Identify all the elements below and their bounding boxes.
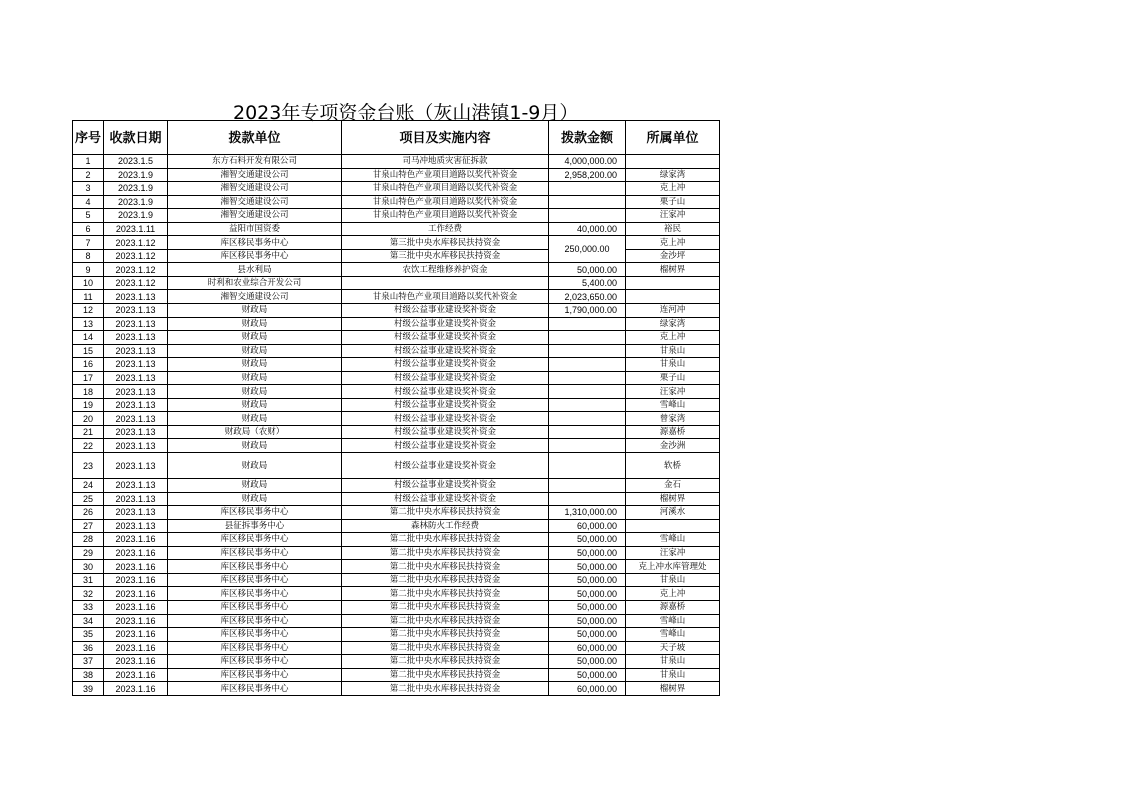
cell-amount — [549, 317, 626, 331]
table-row — [73, 492, 720, 506]
cell-project: 第二批中央水库移民扶持资金 — [342, 641, 549, 655]
cell-seq: 18 — [73, 385, 104, 399]
cell-date: 2023.1.13 — [104, 344, 168, 358]
cell-project: 第二批中央水库移民扶持资金 — [342, 573, 549, 587]
header-amount: 拨款金额 — [549, 121, 626, 155]
cell-project: 村级公益事业建设奖补资金 — [342, 439, 549, 453]
table-row — [73, 655, 720, 669]
cell-seq: 6 — [73, 222, 104, 236]
cell-payer: 库区移民事务中心 — [168, 533, 342, 547]
cell-amount: 50,000.00 — [549, 655, 626, 669]
cell-seq: 21 — [73, 425, 104, 439]
table-row — [73, 682, 720, 696]
cell-project: 第二批中央水库移民扶持资金 — [342, 587, 549, 601]
table-row — [73, 519, 720, 533]
table-row — [73, 344, 720, 358]
cell-payer: 财政局 — [168, 304, 342, 318]
cell-project: 村级公益事业建设奖补资金 — [342, 358, 549, 372]
cell-payer: 财政局 — [168, 412, 342, 426]
cell-seq: 31 — [73, 573, 104, 587]
cell-project: 森林防火工作经费 — [342, 519, 549, 533]
table-row — [73, 304, 720, 318]
table-row — [73, 317, 720, 331]
cell-seq: 35 — [73, 628, 104, 642]
cell-unit: 河溪水 — [626, 506, 720, 520]
cell-unit: 甘泉山 — [626, 358, 720, 372]
cell-unit: 甘泉山 — [626, 573, 720, 587]
ledger-body — [73, 155, 720, 696]
cell-project: 第二批中央水库移民扶持资金 — [342, 614, 549, 628]
cell-date: 2023.1.13 — [104, 385, 168, 399]
cell-payer: 湘智交通建设公司 — [168, 168, 342, 182]
cell-payer: 财政局 — [168, 398, 342, 412]
cell-seq: 11 — [73, 290, 104, 304]
cell-payer: 库区移民事务中心 — [168, 614, 342, 628]
cell-payer: 库区移民事务中心 — [168, 573, 342, 587]
cell-amount: 50,000.00 — [549, 560, 626, 574]
cell-unit: 克上冲水库管理处 — [626, 560, 720, 574]
cell-amount: 60,000.00 — [549, 641, 626, 655]
cell-seq: 7 — [73, 236, 104, 250]
cell-amount — [549, 425, 626, 439]
cell-payer: 财政局 — [168, 344, 342, 358]
header-row — [73, 121, 720, 155]
cell-unit: 曾家湾 — [626, 412, 720, 426]
cell-seq: 34 — [73, 614, 104, 628]
cell-seq: 37 — [73, 655, 104, 669]
cell-seq: 2 — [73, 168, 104, 182]
cell-project: 村级公益事业建设奖补资金 — [342, 412, 549, 426]
cell-unit: 雪峰山 — [626, 533, 720, 547]
cell-project: 村级公益事业建设奖补资金 — [342, 425, 549, 439]
cell-amount — [549, 492, 626, 506]
table-row — [73, 546, 720, 560]
table-row — [73, 155, 720, 169]
cell-amount: 50,000.00 — [549, 533, 626, 547]
header-seq: 序号 — [73, 121, 104, 155]
cell-date: 2023.1.13 — [104, 492, 168, 506]
cell-payer: 财政局 — [168, 358, 342, 372]
cell-payer: 财政局 — [168, 371, 342, 385]
table-row — [73, 195, 720, 209]
cell-project: 甘泉山特色产业项目道路以奖代补资金 — [342, 182, 549, 196]
cell-unit: 榴树界 — [626, 263, 720, 277]
cell-unit: 甘泉山 — [626, 655, 720, 669]
table-row — [73, 587, 720, 601]
header-payer: 拨款单位 — [168, 121, 342, 155]
cell-seq: 10 — [73, 276, 104, 290]
cell-project: 村级公益事业建设奖补资金 — [342, 304, 549, 318]
cell-amount: 60,000.00 — [549, 519, 626, 533]
cell-payer: 时利和农业综合开发公司 — [168, 276, 342, 290]
cell-payer: 财政局 — [168, 385, 342, 399]
table-row — [73, 412, 720, 426]
cell-payer: 财政局 — [168, 479, 342, 493]
cell-date: 2023.1.12 — [104, 263, 168, 277]
cell-date: 2023.1.12 — [104, 236, 168, 250]
cell-unit: 榴树界 — [626, 682, 720, 696]
cell-seq: 28 — [73, 533, 104, 547]
table-row — [73, 371, 720, 385]
cell-date: 2023.1.13 — [104, 479, 168, 493]
cell-unit: 汪家冲 — [626, 209, 720, 223]
cell-project: 甘泉山特色产业项目道路以奖代补资金 — [342, 168, 549, 182]
cell-payer: 财政局 — [168, 492, 342, 506]
table-row — [73, 628, 720, 642]
cell-project: 村级公益事业建设奖补资金 — [342, 317, 549, 331]
cell-unit — [626, 276, 720, 290]
cell-payer: 财政局 — [168, 453, 342, 479]
table-row — [73, 641, 720, 655]
cell-date: 2023.1.13 — [104, 331, 168, 345]
cell-amount — [549, 344, 626, 358]
cell-project: 村级公益事业建设奖补资金 — [342, 385, 549, 399]
cell-payer: 湘智交通建设公司 — [168, 290, 342, 304]
cell-date: 2023.1.13 — [104, 506, 168, 520]
cell-amount — [549, 398, 626, 412]
cell-seq: 30 — [73, 560, 104, 574]
cell-payer: 库区移民事务中心 — [168, 682, 342, 696]
cell-unit: 绿家湾 — [626, 168, 720, 182]
table-row — [73, 560, 720, 574]
cell-date: 2023.1.16 — [104, 614, 168, 628]
table-row — [73, 600, 720, 614]
table-row — [73, 398, 720, 412]
cell-amount: 50,000.00 — [549, 668, 626, 682]
cell-payer: 库区移民事务中心 — [168, 655, 342, 669]
cell-payer: 湘智交通建设公司 — [168, 182, 342, 196]
cell-unit: 雪峰山 — [626, 398, 720, 412]
cell-payer: 库区移民事务中心 — [168, 506, 342, 520]
cell-date: 2023.1.16 — [104, 655, 168, 669]
cell-project: 甘泉山特色产业项目道路以奖代补资金 — [342, 290, 549, 304]
cell-unit: 甘泉山 — [626, 344, 720, 358]
cell-date: 2023.1.13 — [104, 425, 168, 439]
cell-project: 工作经费 — [342, 222, 549, 236]
cell-amount: 1,790,000.00 — [549, 304, 626, 318]
cell-seq: 29 — [73, 546, 104, 560]
cell-seq: 14 — [73, 331, 104, 345]
cell-date: 2023.1.5 — [104, 155, 168, 169]
cell-date: 2023.1.9 — [104, 168, 168, 182]
cell-amount — [549, 358, 626, 372]
cell-date: 2023.1.16 — [104, 668, 168, 682]
cell-amount: 50,000.00 — [549, 614, 626, 628]
table-row — [73, 182, 720, 196]
table-row — [73, 385, 720, 399]
cell-date: 2023.1.9 — [104, 209, 168, 223]
cell-seq: 20 — [73, 412, 104, 426]
table-row — [73, 506, 720, 520]
cell-amount — [549, 331, 626, 345]
cell-seq: 9 — [73, 263, 104, 277]
cell-amount — [549, 385, 626, 399]
cell-unit: 连河冲 — [626, 304, 720, 318]
cell-payer: 县征拆事务中心 — [168, 519, 342, 533]
cell-unit: 雪峰山 — [626, 628, 720, 642]
page-title: 2023年专项资金台账（灰山港镇1-9月） — [233, 102, 579, 124]
cell-seq: 36 — [73, 641, 104, 655]
cell-date: 2023.1.9 — [104, 195, 168, 209]
cell-date: 2023.1.13 — [104, 519, 168, 533]
cell-unit: 天子坡 — [626, 641, 720, 655]
cell-project: 村级公益事业建设奖补资金 — [342, 331, 549, 345]
cell-seq: 19 — [73, 398, 104, 412]
cell-project: 村级公益事业建设奖补资金 — [342, 479, 549, 493]
cell-date: 2023.1.16 — [104, 573, 168, 587]
cell-unit: 裕民 — [626, 222, 720, 236]
cell-amount: 50,000.00 — [549, 546, 626, 560]
cell-amount — [549, 412, 626, 426]
cell-payer: 湘智交通建设公司 — [168, 195, 342, 209]
cell-unit: 克上冲 — [626, 331, 720, 345]
cell-amount: 50,000.00 — [549, 587, 626, 601]
table-row — [73, 614, 720, 628]
cell-amount — [549, 209, 626, 223]
cell-date: 2023.1.11 — [104, 222, 168, 236]
cell-seq: 24 — [73, 479, 104, 493]
cell-unit: 源嘉桥 — [626, 425, 720, 439]
table-row — [73, 453, 720, 479]
cell-project: 村级公益事业建设奖补资金 — [342, 398, 549, 412]
header-date: 收款日期 — [104, 121, 168, 155]
table-row — [73, 276, 720, 290]
cell-project: 农饮工程维修养护资金 — [342, 263, 549, 277]
cell-unit — [626, 519, 720, 533]
cell-payer: 县水利局 — [168, 263, 342, 277]
cell-project: 第二批中央水库移民扶持资金 — [342, 560, 549, 574]
cell-amount — [549, 371, 626, 385]
cell-payer: 湘智交通建设公司 — [168, 209, 342, 223]
cell-seq: 33 — [73, 600, 104, 614]
header-unit: 所属单位 — [626, 121, 720, 155]
table-row — [73, 331, 720, 345]
cell-seq: 23 — [73, 453, 104, 479]
cell-payer: 库区移民事务中心 — [168, 546, 342, 560]
cell-amount: 50,000.00 — [549, 600, 626, 614]
cell-project: 第二批中央水库移民扶持资金 — [342, 506, 549, 520]
cell-payer: 库区移民事务中心 — [168, 236, 342, 250]
cell-date: 2023.1.13 — [104, 317, 168, 331]
cell-date: 2023.1.13 — [104, 304, 168, 318]
cell-amount — [549, 182, 626, 196]
cell-project: 第二批中央水库移民扶持资金 — [342, 600, 549, 614]
cell-date: 2023.1.12 — [104, 249, 168, 263]
cell-date: 2023.1.13 — [104, 412, 168, 426]
cell-amount: 50,000.00 — [549, 263, 626, 277]
cell-seq: 39 — [73, 682, 104, 696]
cell-seq: 32 — [73, 587, 104, 601]
cell-project: 第二批中央水库移民扶持资金 — [342, 533, 549, 547]
table-row — [73, 209, 720, 223]
cell-date: 2023.1.16 — [104, 600, 168, 614]
cell-seq: 16 — [73, 358, 104, 372]
cell-payer: 财政局 — [168, 331, 342, 345]
table-row — [73, 263, 720, 277]
cell-unit: 源嘉桥 — [626, 600, 720, 614]
cell-date: 2023.1.13 — [104, 371, 168, 385]
cell-payer: 库区移民事务中心 — [168, 560, 342, 574]
cell-date: 2023.1.16 — [104, 546, 168, 560]
cell-unit: 绿家湾 — [626, 317, 720, 331]
table-row — [73, 425, 720, 439]
cell-date: 2023.1.9 — [104, 182, 168, 196]
cell-date: 2023.1.13 — [104, 358, 168, 372]
table-row — [73, 290, 720, 304]
cell-seq: 26 — [73, 506, 104, 520]
ledger-table — [72, 120, 720, 696]
cell-amount — [549, 453, 626, 479]
header-project: 项目及实施内容 — [342, 121, 549, 155]
cell-payer: 财政局 — [168, 439, 342, 453]
cell-seq: 12 — [73, 304, 104, 318]
cell-unit — [626, 290, 720, 304]
cell-amount: 2,023,650.00 — [549, 290, 626, 304]
cell-unit: 雪峰山 — [626, 614, 720, 628]
cell-unit: 汪家冲 — [626, 385, 720, 399]
cell-date: 2023.1.16 — [104, 682, 168, 696]
cell-project: 村级公益事业建设奖补资金 — [342, 371, 549, 385]
cell-project: 村级公益事业建设奖补资金 — [342, 344, 549, 358]
table-row — [73, 668, 720, 682]
cell-payer: 库区移民事务中心 — [168, 668, 342, 682]
cell-unit: 栗子山 — [626, 195, 720, 209]
cell-payer: 库区移民事务中心 — [168, 249, 342, 263]
cell-project: 村级公益事业建设奖补资金 — [342, 492, 549, 506]
cell-seq: 22 — [73, 439, 104, 453]
cell-seq: 27 — [73, 519, 104, 533]
cell-seq: 4 — [73, 195, 104, 209]
cell-seq: 38 — [73, 668, 104, 682]
cell-date: 2023.1.13 — [104, 398, 168, 412]
cell-project: 第三批中央水库移民扶持资金 — [342, 236, 549, 250]
cell-date: 2023.1.16 — [104, 628, 168, 642]
table-row — [73, 573, 720, 587]
cell-project: 甘泉山特色产业项目道路以奖代补资金 — [342, 209, 549, 223]
cell-unit — [626, 155, 720, 169]
cell-payer: 财政局（农财） — [168, 425, 342, 439]
cell-date: 2023.1.16 — [104, 587, 168, 601]
cell-payer: 东方石料开发有限公司 — [168, 155, 342, 169]
cell-project — [342, 276, 549, 290]
cell-seq: 3 — [73, 182, 104, 196]
cell-seq: 13 — [73, 317, 104, 331]
table-row — [73, 479, 720, 493]
cell-project: 第二批中央水库移民扶持资金 — [342, 628, 549, 642]
table-row — [73, 439, 720, 453]
cell-date: 2023.1.13 — [104, 439, 168, 453]
cell-amount: 2,958,200.00 — [549, 168, 626, 182]
cell-amount — [549, 195, 626, 209]
cell-unit: 金石 — [626, 479, 720, 493]
cell-project: 第二批中央水库移民扶持资金 — [342, 655, 549, 669]
cell-seq: 8 — [73, 249, 104, 263]
cell-project: 第三批中央水库移民扶持资金 — [342, 249, 549, 263]
cell-payer: 财政局 — [168, 317, 342, 331]
cell-payer: 库区移民事务中心 — [168, 641, 342, 655]
cell-seq: 15 — [73, 344, 104, 358]
cell-project: 第二批中央水库移民扶持资金 — [342, 682, 549, 696]
cell-seq: 17 — [73, 371, 104, 385]
cell-project: 村级公益事业建设奖补资金 — [342, 453, 549, 479]
cell-amount: 5,400.00 — [549, 276, 626, 290]
cell-unit: 甘泉山 — [626, 668, 720, 682]
cell-payer: 库区移民事务中心 — [168, 600, 342, 614]
table-row — [73, 236, 720, 250]
cell-amount — [549, 439, 626, 453]
cell-amount: 40,000.00 — [549, 222, 626, 236]
cell-unit: 栗子山 — [626, 371, 720, 385]
cell-payer: 库区移民事务中心 — [168, 628, 342, 642]
table-row — [73, 358, 720, 372]
table-row — [73, 222, 720, 236]
cell-date: 2023.1.16 — [104, 641, 168, 655]
cell-unit: 克上冲 — [626, 182, 720, 196]
cell-amount: 60,000.00 — [549, 682, 626, 696]
table-row — [73, 533, 720, 547]
cell-unit: 克上冲 — [626, 236, 720, 250]
cell-date: 2023.1.13 — [104, 290, 168, 304]
cell-amount: 50,000.00 — [549, 628, 626, 642]
cell-date: 2023.1.12 — [104, 276, 168, 290]
cell-project: 司马冲地质灾害征拆款 — [342, 155, 549, 169]
cell-amount: 4,000,000.00 — [549, 155, 626, 169]
cell-unit: 金沙洲 — [626, 439, 720, 453]
table-row — [73, 168, 720, 182]
cell-date: 2023.1.16 — [104, 560, 168, 574]
cell-unit: 软桥 — [626, 453, 720, 479]
cell-date: 2023.1.13 — [104, 453, 168, 479]
cell-unit: 榴树界 — [626, 492, 720, 506]
cell-unit: 汪家冲 — [626, 546, 720, 560]
cell-amount: 50,000.00 — [549, 573, 626, 587]
cell-seq: 1 — [73, 155, 104, 169]
cell-amount: 250,000.00 — [549, 236, 626, 263]
cell-amount — [549, 479, 626, 493]
cell-project: 第二批中央水库移民扶持资金 — [342, 668, 549, 682]
cell-project: 甘泉山特色产业项目道路以奖代补资金 — [342, 195, 549, 209]
cell-project: 第二批中央水库移民扶持资金 — [342, 546, 549, 560]
cell-unit: 金沙坪 — [626, 249, 720, 263]
cell-unit: 克上冲 — [626, 587, 720, 601]
cell-date: 2023.1.16 — [104, 533, 168, 547]
cell-amount: 1,310,000.00 — [549, 506, 626, 520]
cell-payer: 库区移民事务中心 — [168, 587, 342, 601]
cell-seq: 25 — [73, 492, 104, 506]
cell-payer: 益阳市国资委 — [168, 222, 342, 236]
cell-seq: 5 — [73, 209, 104, 223]
